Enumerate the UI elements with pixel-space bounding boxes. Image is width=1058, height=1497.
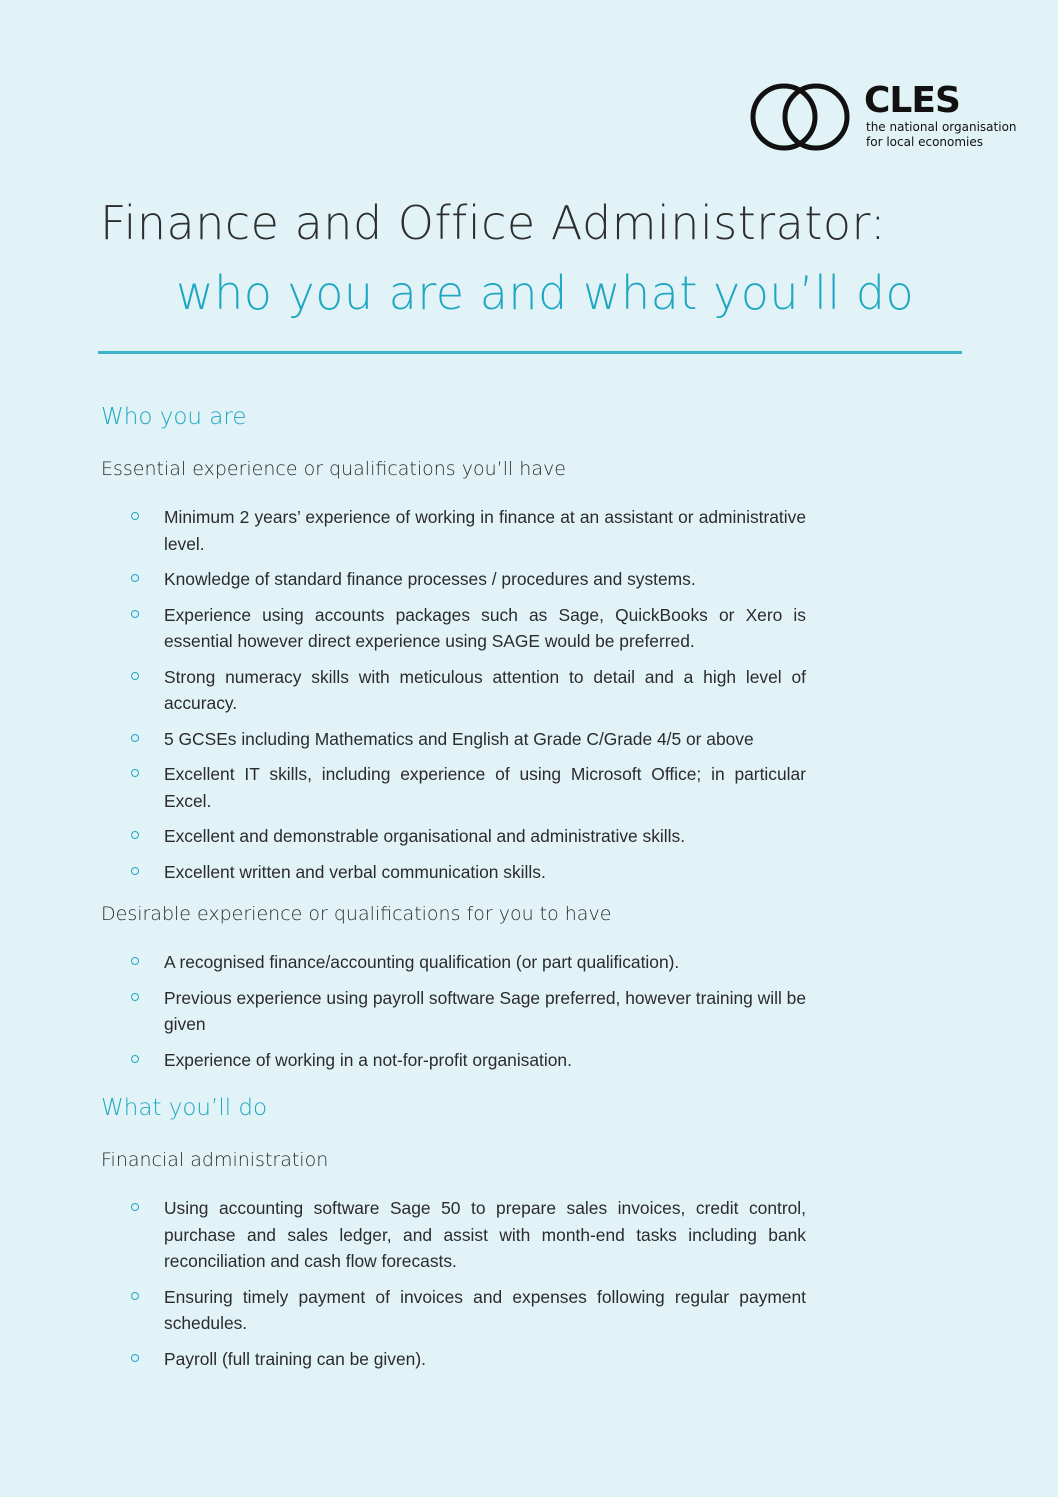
bullet-icon [131,1203,139,1211]
list-item: Using accounting software Sage 50 to prepare sales invoices, credit control, purchase and sales ledger, and assist with month-end tasks including bank reconciliation and cash flow forecasts. [164,1195,806,1275]
desirable-list [0,949,806,1073]
list-item: Previous experience using payroll software Sage preferred, however training will be given [164,985,806,1038]
list-item: Ensuring timely payment of invoices and expenses following regular payment schedules. [164,1284,806,1337]
list-item: Strong numeracy skills with meticulous attention to detail and a high level of accuracy. [164,664,806,717]
list-item: Excellent written and verbal communication skills. [164,859,806,886]
logo-name: CLES [864,80,960,121]
section-heading-who-you-are: Who you are [101,404,247,430]
bullet-icon [131,1354,139,1362]
logo-tagline-line1: the national organisation [866,120,1017,134]
subheading-essential: Essential experience or qualifications you’ll have [101,458,566,480]
page-subtitle: who you are and what you’ll do [176,266,915,320]
rings-icon [750,82,854,152]
financial-admin-list [0,1195,806,1372]
logo-tagline-line2: for local economies [866,135,984,149]
bullet-icon [131,734,139,742]
section-heading-what-youll-do: What you’ll do [101,1095,268,1121]
subheading-financial-administration: Financial administration [101,1149,329,1171]
title-divider [98,351,962,354]
list-item: 5 GCSEs including Mathematics and English at Grade C/Grade 4/5 or above [164,726,806,753]
list-item: Experience using accounts packages such as Sage, QuickBooks or Xero is essential however direct experience using SAGE would be preferred. [164,602,806,655]
cles-logo [750,82,1040,152]
bullet-icon [131,1292,139,1300]
list-item: Excellent IT skills, including experience of using Microsoft Office; in particular Excel. [164,761,806,814]
bullet-icon [131,957,139,965]
list-item: Excellent and demonstrable organisational and administrative skills. [164,823,806,850]
bullet-icon [131,993,139,1001]
essential-list [0,504,806,885]
subheading-desirable: Desirable experience or qualifications for you to have [101,903,612,925]
bullet-icon [131,1055,139,1063]
logo-tagline [866,120,1017,150]
bullet-icon [131,610,139,618]
bullet-icon [131,574,139,582]
list-item: Experience of working in a not-for-profit organisation. [164,1047,806,1074]
page-title: Finance and Office Administrator: [100,196,887,250]
bullet-icon [131,831,139,839]
bullet-icon [131,672,139,680]
bullet-icon [131,867,139,875]
list-item: Payroll (full training can be given). [164,1346,806,1373]
list-item: Knowledge of standard finance processes / procedures and systems. [164,566,806,593]
bullet-icon [131,512,139,520]
list-item: A recognised finance/accounting qualification (or part qualification). [164,949,806,976]
list-item: Minimum 2 years’ experience of working in finance at an assistant or administrative level. [164,504,806,557]
bullet-icon [131,769,139,777]
